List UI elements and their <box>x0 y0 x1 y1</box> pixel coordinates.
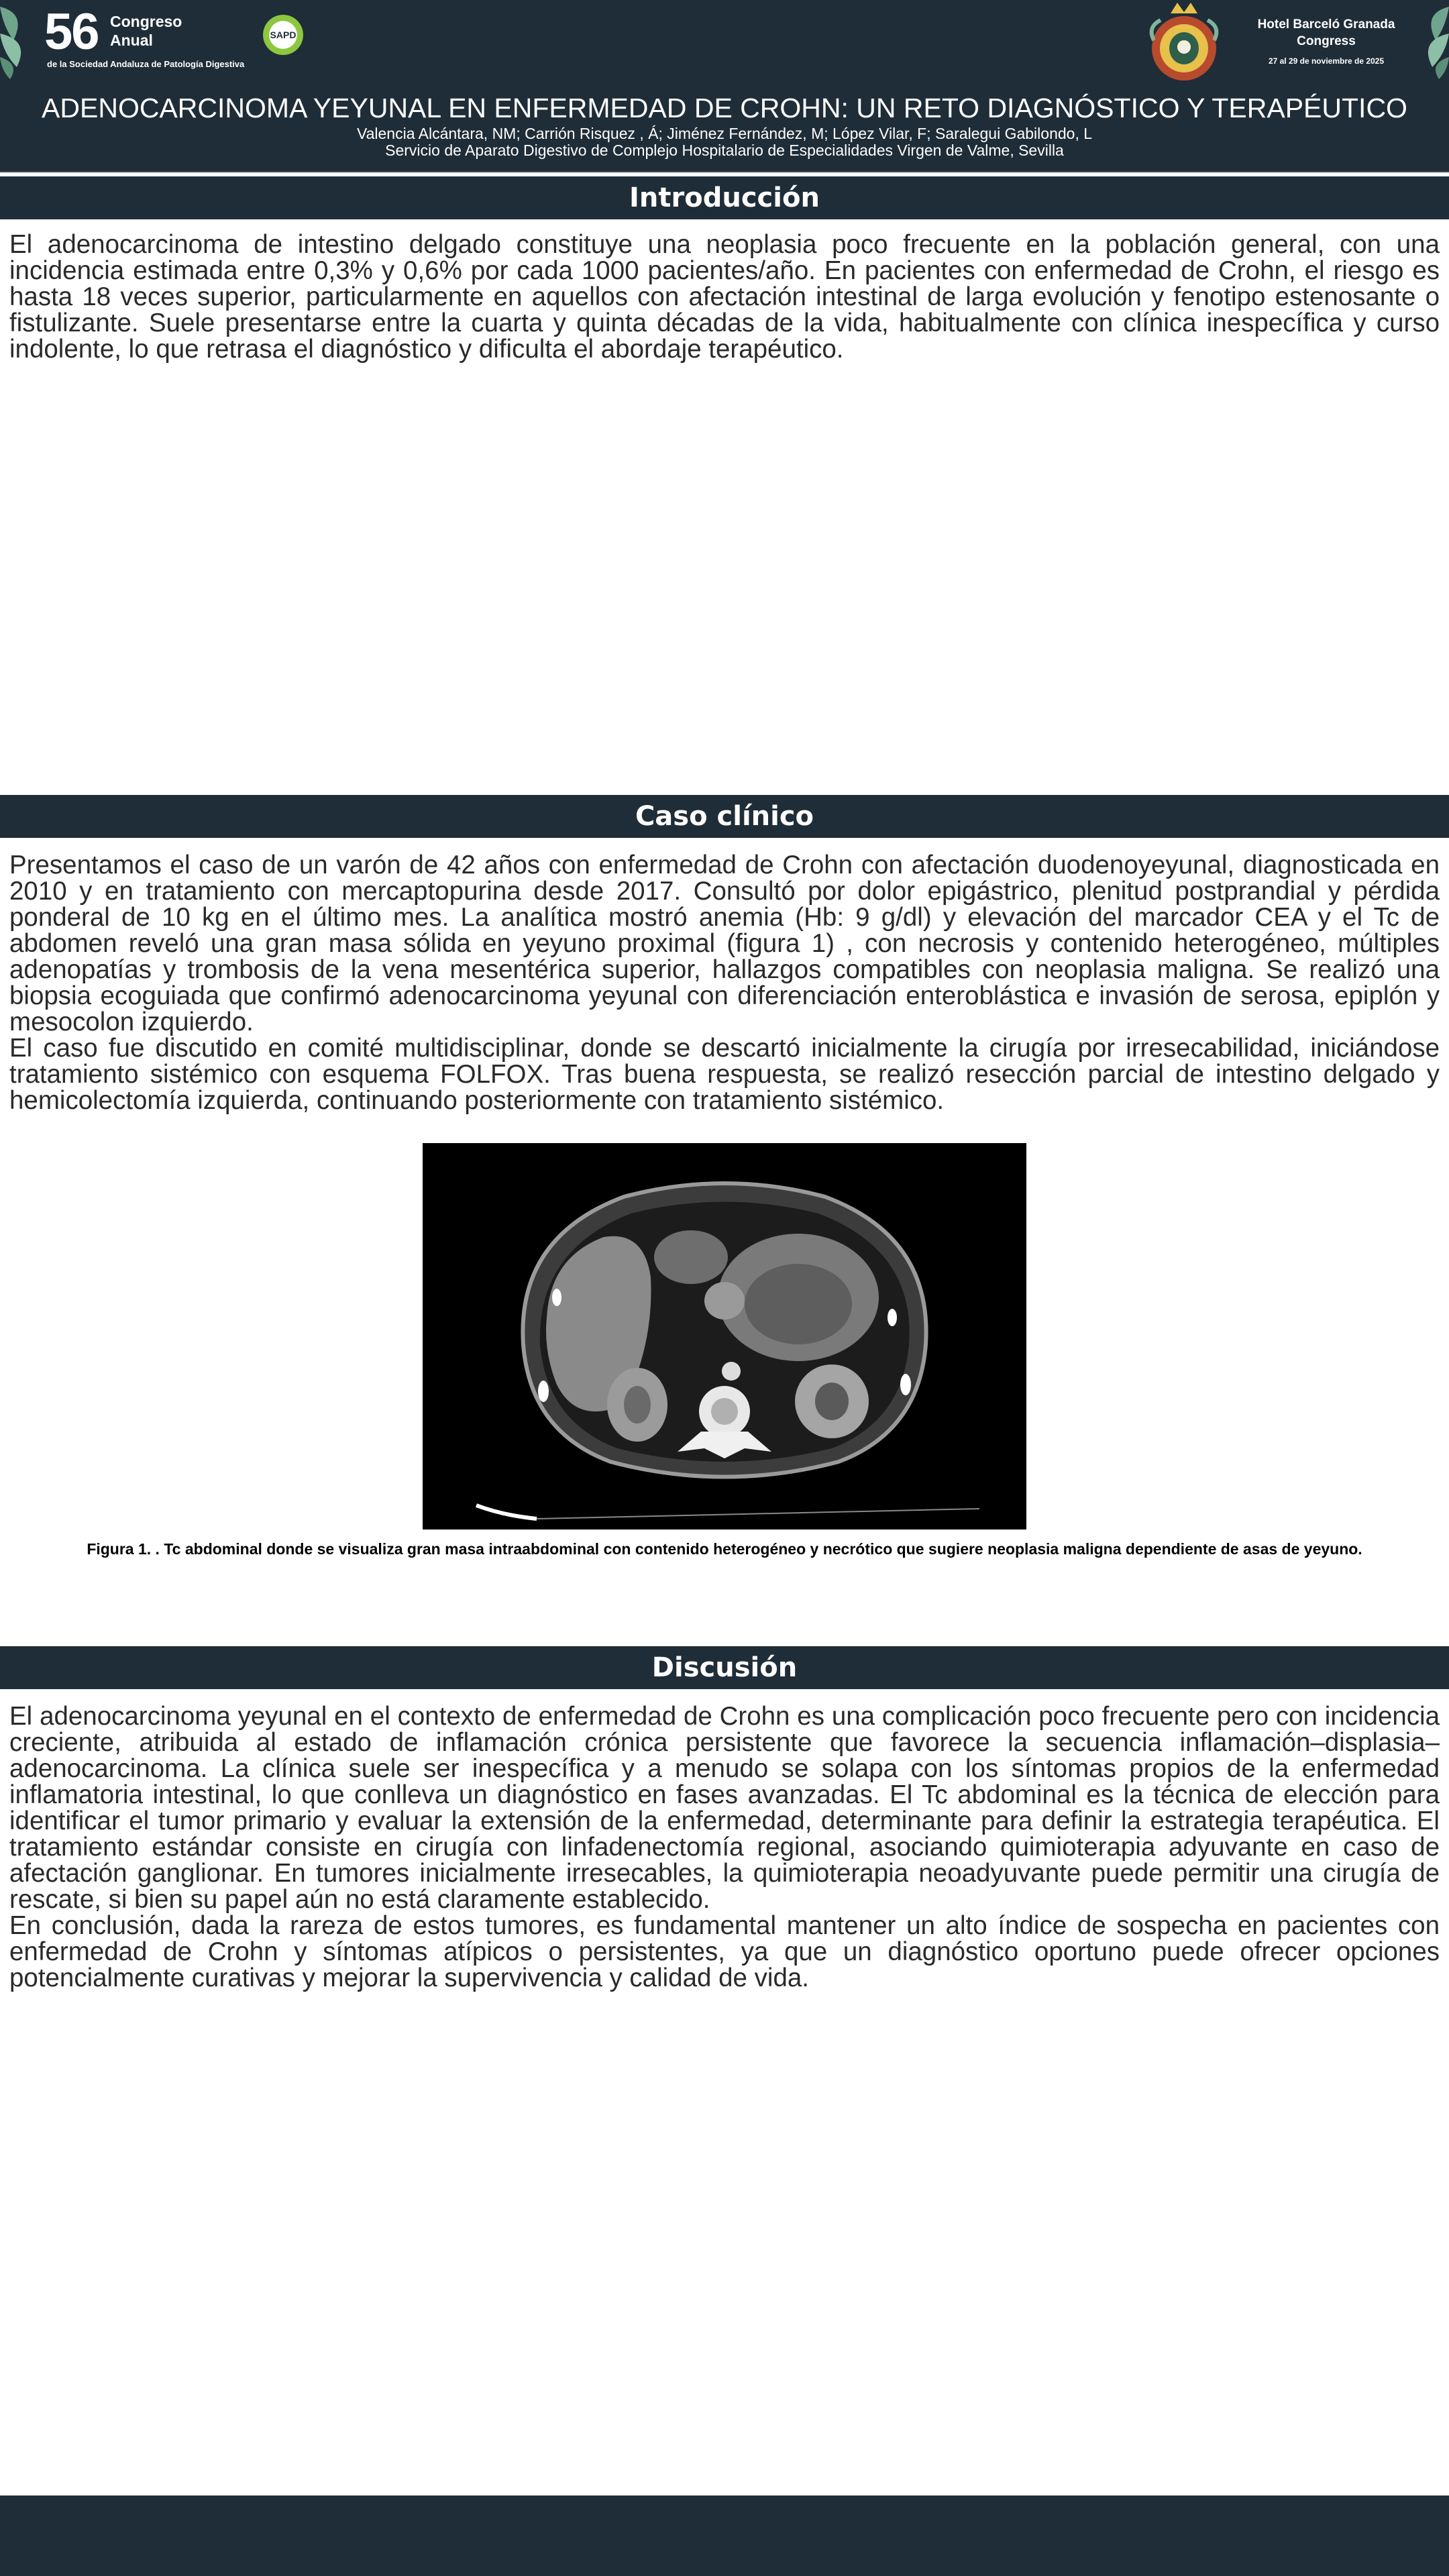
granada-emblem-icon <box>1140 0 1228 83</box>
introduction-text <box>9 231 1440 362</box>
poster-footer <box>0 2496 1449 2576</box>
sapd-logo-text: SAPD <box>270 30 297 40</box>
poster-header <box>0 0 1449 172</box>
venue-info <box>1249 16 1403 66</box>
congress-logo <box>44 3 297 72</box>
society-name: de la Sociedad Andaluza de Patología Digestiva <box>47 59 245 69</box>
case-paragraph-1: Presentamos el caso de un varón de 42 años con enfermedad de Crohn con afectación duodenoyeyunal, diagnosticada en 2010 y en tratamiento con mercaptopurina desde 2017. Consultó por dolor epigástrico, plenitud postprandial y pérdida ponderal de 10 kg en el último mes. La analítica mostró anemia (Hb: 9 g/dl) y elevación del marcador CEA y el Tc de abdomen reveló una gran masa sólida en yeyuno proximal (figura 1) , con necrosis y contenido heterogéneo, múltiples adenopatías y trombosis de la vena mesentérica superior, hallazgos compatibles con neoplasia maligna. Se realizó una biopsia ecoguiada que confirmó adenocarcinoma yeyunal con diferenciación enteroblástica e invasión de serosa, epiplón y mesocolon izquierdo. <box>9 851 1440 1036</box>
discussion-paragraph-1: El adenocarcinoma yeyunal en el contexto de enfermedad de Crohn es una complicación poco frecuente pero con incidencia creciente, atribuida al estado de inflamación crónica persistente que favorece la secuencia inflamación–displasia–adenocarcinoma. La clínica suele ser inespecífica y a menudo se solapa con los síntomas propios de la enfermedad inflamatoria intestinal, lo que conlleva un diagnóstico en fases avanzadas. El Tc abdominal es la técnica de elección para identificar el tumor primario y evaluar la extensión de la enfermedad, determinante para definir la estrategia terapéutica. El tratamiento estándar consiste en cirugía con linfadenectomía regional, asociando quimioterapia adyuvante en caso de afectación ganglionar. En tumores inicialmente irresecables, la quimioterapia neoadyuvante puede permitir una cirugía de rescate, si bien su papel aún no está claramente establecido. <box>9 1702 1440 1914</box>
authors: Valencia Alcántara, NM; Carrión Risquez , Á; Jiménez Fernández, M; López Vilar, F; Saralegui Gabilondo, L <box>356 125 1093 142</box>
discussion-heading: Discusión <box>0 1646 1449 1689</box>
discussion-paragraph-2: En conclusión, dada la rareza de estos tumores, es fundamental mantener un alto índice de sospecha en pacientes con enfermedad de Crohn y síntomas atípicos o persistentes, ya que un diagnóstico oportuno puede ofrecer opciones potencialmente curativas y mejorar la supervivencia y calidad de vida. <box>9 1911 1440 1992</box>
sapd-logo <box>263 15 303 55</box>
venue-dates: 27 al 29 de noviembre de 2025 <box>1268 56 1385 66</box>
introduction-paragraph: El adenocarcinoma de intestino delgado constituye una neoplasia poco frecuente en la población general, con una incidencia estimada entre 0,3% y 0,6% por cada 1000 pacientes/año. En pacientes con enfermedad de Crohn, el riesgo es hasta 18 veces superior, particularmente en aquellos con afectación intestinal de larga evolución y fenotipo estenosante o fistulizante. Suele presentarse entre la cuarta y quinta décadas de la vida, habitualmente con clínica inespecífica y curso indolente, lo que retrasa el diagnóstico y dificulta el abordaje terapéutico. <box>9 230 1440 364</box>
venue-name: Hotel Barceló Granada Congress <box>1257 17 1395 48</box>
decorative-leaf-icon <box>1409 0 1449 80</box>
congress-label: Congreso Anual <box>110 13 182 49</box>
ct-scan-image <box>423 1143 1026 1529</box>
decorative-leaf-icon <box>0 0 40 80</box>
case-paragraph-2: El caso fue discutido en comité multidisciplinar, donde se descartó inicialmente la cirugía por irresecabilidad, iniciándose tratamiento sistémico con esquema FOLFOX. Tras buena respuesta, se realizó resección parcial de intestino delgado y hemicolectomía izquierda, continuando posteriormente con tratamiento sistémico. <box>9 1034 1440 1115</box>
introduction-heading: Introducción <box>0 176 1449 219</box>
congress-number: 56 <box>44 3 99 60</box>
affiliation: Servicio de Aparato Digestivo de Complejo Hospitalario de Especialidades Virgen de Valme, Sevilla <box>385 142 1064 159</box>
figure-caption: Figura 1. . Tc abdominal donde se visualiza gran masa intraabdominal con contenido heterogéneo y necrótico que sugiere neoplasia maligna dependiente de asas de yeyuno. <box>87 1540 1362 1558</box>
case-heading: Caso clínico <box>0 795 1449 838</box>
discussion-text <box>9 1703 1440 1991</box>
case-text <box>9 852 1440 1114</box>
poster-title: ADENOCARCINOMA YEYUNAL EN ENFERMEDAD DE CROHN: UN RETO DIAGNÓSTICO Y TERAPÉUTICO <box>42 93 1407 123</box>
